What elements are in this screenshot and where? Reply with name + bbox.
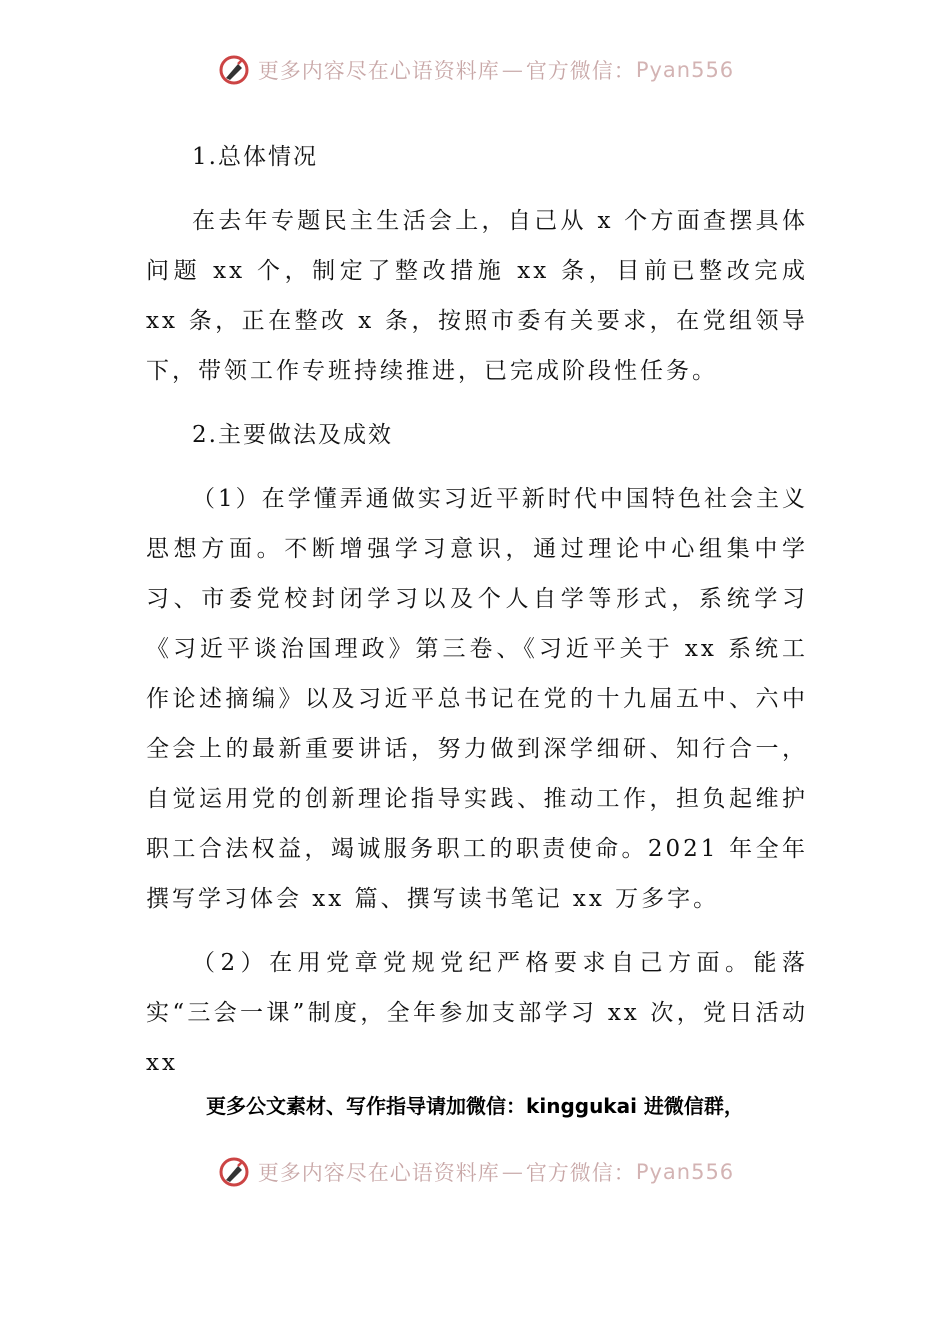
section1-paragraph: 在去年专题民主生活会上，自己从 x 个方面查摆具体问题 xx 个，制定了整改措施 xx 条，目前已整改完成 xx 条，正在整改 x 条，按照市委有关要求，在党组领导下，带领工作专班持续推进，已完成阶段性任务。 bbox=[146, 208, 808, 384]
brand-logo-icon bbox=[216, 1154, 252, 1190]
watermark-wechat-label: 官方微信： bbox=[525, 59, 636, 83]
watermark-wechat-id: Pyan556 bbox=[635, 58, 735, 82]
section2-paragraph-1: （1）在学懂弄通做实习近平新时代中国特色社会主义思想方面。不断增强学习意识，通过理论中心组集中学习、市委党校封闭学习以及个人自学等形式，系统学习《习近平谈治国理政》第三卷、《习近平关于 xx 系统工作论述摘编》以及习近平总书记在党的十九届五中、六中全会上的最新重要讲话，努力做到深学细研、知行合一，自觉运用党的创新理论指导实践、推动工作，担负起维护职工合法权益，竭诚服务职工的职责使命。2021 年全年撰写学习体会 xx 篇、撰写读书笔记 xx 万多字。 bbox=[146, 486, 808, 912]
section2-paragraph-2: （2）在用党章党规党纪严格要求自己方面。能落实“三会一课”制度，全年参加支部学习 xx 次，党日活动 xx bbox=[146, 950, 808, 1076]
section2-heading: 2.主要做法及成效 bbox=[192, 422, 393, 448]
watermark-wechat-label: 官方微信： bbox=[525, 1161, 636, 1185]
document-body bbox=[146, 132, 808, 1102]
bottom-watermark bbox=[0, 1152, 950, 1192]
section1-heading: 1.总体情况 bbox=[192, 144, 318, 170]
brand-logo-icon bbox=[216, 52, 252, 88]
watermark-wechat-id: Pyan556 bbox=[635, 1160, 735, 1184]
watermark-text: 更多内容尽在心语资料库 bbox=[257, 1161, 500, 1185]
top-watermark bbox=[0, 52, 950, 88]
watermark-separator: — bbox=[501, 58, 524, 82]
footer-promo: 更多公文素材、写作指导请加微信：kinggukai 进微信群， bbox=[206, 1094, 744, 1118]
watermark-separator: — bbox=[501, 1160, 524, 1184]
watermark-text: 更多内容尽在心语资料库 bbox=[257, 59, 500, 83]
